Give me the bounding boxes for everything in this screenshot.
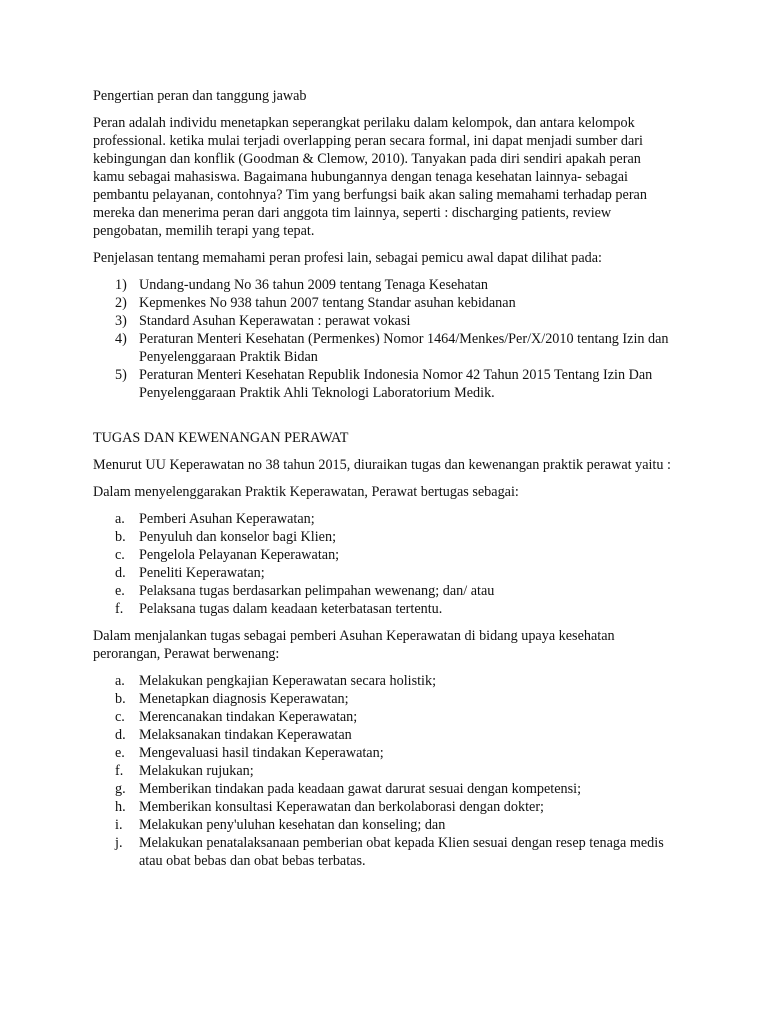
list-marker: 4) <box>115 331 127 347</box>
section-heading: TUGAS DAN KEWENANGAN PERAWAT <box>93 430 349 446</box>
list-marker: d. <box>115 565 126 581</box>
list-item-text: Pelaksana tugas berdasarkan pelimpahan wewenang; dan/ atau <box>139 583 495 599</box>
list-marker: b. <box>115 691 126 707</box>
list-item <box>93 726 675 744</box>
law-paragraph: Menurut UU Keperawatan no 38 tahun 2015, diuraikan tugas dan kewenangan praktik perawat yaitu : <box>93 457 671 473</box>
list-item-text: Penyuluh dan konselor bagi Klien; <box>139 529 337 545</box>
list-item-text: Pemberi Asuhan Keperawatan; <box>139 511 315 527</box>
list-item-text: Mengevaluasi hasil tindakan Keperawatan; <box>139 745 384 761</box>
list-marker: 5) <box>115 367 127 383</box>
list-marker: i. <box>115 817 123 833</box>
list-item-text: Melakukan penatalaksanaan pemberian obat kepada Klien sesuai dengan resep tenaga medis atau obat bebas dan obat bebas terbatas. <box>139 835 664 869</box>
list-item <box>93 564 675 582</box>
list-item <box>93 780 675 798</box>
list-item-text: Peraturan Menteri Kesehatan Republik Indonesia Nomor 42 Tahun 2015 Tentang Izin Dan Penyelenggaraan Praktik Ahli Teknologi Laboratorium Medik. <box>139 367 653 401</box>
list-item-text: Melakukan rujukan; <box>139 763 254 779</box>
list-marker: a. <box>115 673 125 689</box>
list-item-text: Pengelola Pelayanan Keperawatan; <box>139 547 340 563</box>
list-marker: j. <box>115 835 123 851</box>
list-item-text: Melaksanakan tindakan Keperawatan <box>139 727 352 743</box>
list-item-text: Kepmenkes No 938 tahun 2007 tentang Standar asuhan kebidanan <box>139 295 516 311</box>
list-item <box>93 798 675 816</box>
list-item <box>93 708 675 726</box>
list-item-text: Peneliti Keperawatan; <box>139 565 265 581</box>
list-item-text: Peraturan Menteri Kesehatan (Permenkes) Nomor 1464/Menkes/Per/X/2010 tentang Izin dan Penyelenggaraan Praktik Bidan <box>139 331 669 365</box>
list-item <box>93 528 675 546</box>
list-marker: f. <box>115 601 124 617</box>
authority-intro: Dalam menjalankan tugas sebagai pemberi Asuhan Keperawatan di bidang upaya kesehatan perorangan, Perawat berwenang: <box>93 628 615 662</box>
list-marker: 3) <box>115 313 127 329</box>
list-item <box>93 816 675 834</box>
list-item <box>93 834 675 870</box>
list-item <box>93 582 675 600</box>
document-title: Pengertian peran dan tanggung jawab <box>93 88 307 104</box>
list-item-text: Menetapkan diagnosis Keperawatan; <box>139 691 349 707</box>
list-item <box>93 672 675 690</box>
list-marker: h. <box>115 799 126 815</box>
list-item <box>93 762 675 780</box>
list-marker: 2) <box>115 295 127 311</box>
authorities-list <box>93 672 675 870</box>
list-marker: 1) <box>115 277 127 293</box>
intro-paragraph: Peran adalah individu menetapkan seperangkat perilaku dalam kelompok, dan antara kelompok professional. ketika mulai terjadi overlapping peran secara formal, ini dapat menjadi sumber dari kebingungan dan konflik (Goodman & Clemow, 2010). Tanyakan pada diri sendiri apakah peran kamu sebagai mahasiswa. Bagaimana hubungannya dengan tenaga kesehatan lainnya- sebagai pembantu pelayanan, contohnya? Tim yang berfungsi baik akan saling memahami terhadap peran mereka dan menerima peran dari anggota tim lainnya, seperti : discharging patients, review pengobatan, memilih terapi yang tepat. <box>93 115 647 239</box>
duties-list <box>93 510 675 618</box>
list-item-text: Merencanakan tindakan Keperawatan; <box>139 709 358 725</box>
list-marker: f. <box>115 763 124 779</box>
list-item-text: Pelaksana tugas dalam keadaan keterbatasan tertentu. <box>139 601 443 617</box>
list-item <box>93 690 675 708</box>
list-item <box>93 330 675 366</box>
list-item <box>93 294 675 312</box>
list-item <box>93 744 675 762</box>
list-marker: e. <box>115 745 125 761</box>
list-item-text: Standard Asuhan Keperawatan : perawat vokasi <box>139 313 411 329</box>
list-item <box>93 546 675 564</box>
list-item-text: Undang-undang No 36 tahun 2009 tentang Tenaga Kesehatan <box>139 277 488 293</box>
list-marker: c. <box>115 709 125 725</box>
list-item <box>93 510 675 528</box>
list-marker: d. <box>115 727 126 743</box>
list-marker: e. <box>115 583 125 599</box>
list-item-text: Memberikan konsultasi Keperawatan dan berkolaborasi dengan dokter; <box>139 799 544 815</box>
list-item <box>93 366 675 402</box>
document-page <box>93 87 675 879</box>
list-marker: b. <box>115 529 126 545</box>
list-item <box>93 600 675 618</box>
list-marker: a. <box>115 511 125 527</box>
list-marker: c. <box>115 547 125 563</box>
list-marker: g. <box>115 781 126 797</box>
list-item <box>93 276 675 294</box>
list-item-text: Melakukan peny'uluhan kesehatan dan konseling; dan <box>139 817 446 833</box>
duties-intro: Dalam menyelenggarakan Praktik Keperawatan, Perawat bertugas sebagai: <box>93 484 519 500</box>
regulations-list <box>93 276 675 402</box>
list-item-text: Melakukan pengkajian Keperawatan secara holistik; <box>139 673 437 689</box>
list-item-text: Memberikan tindakan pada keadaan gawat darurat sesuai dengan kompetensi; <box>139 781 582 797</box>
explanation-intro: Penjelasan tentang memahami peran profesi lain, sebagai pemicu awal dapat dilihat pada: <box>93 250 602 266</box>
list-item <box>93 312 675 330</box>
